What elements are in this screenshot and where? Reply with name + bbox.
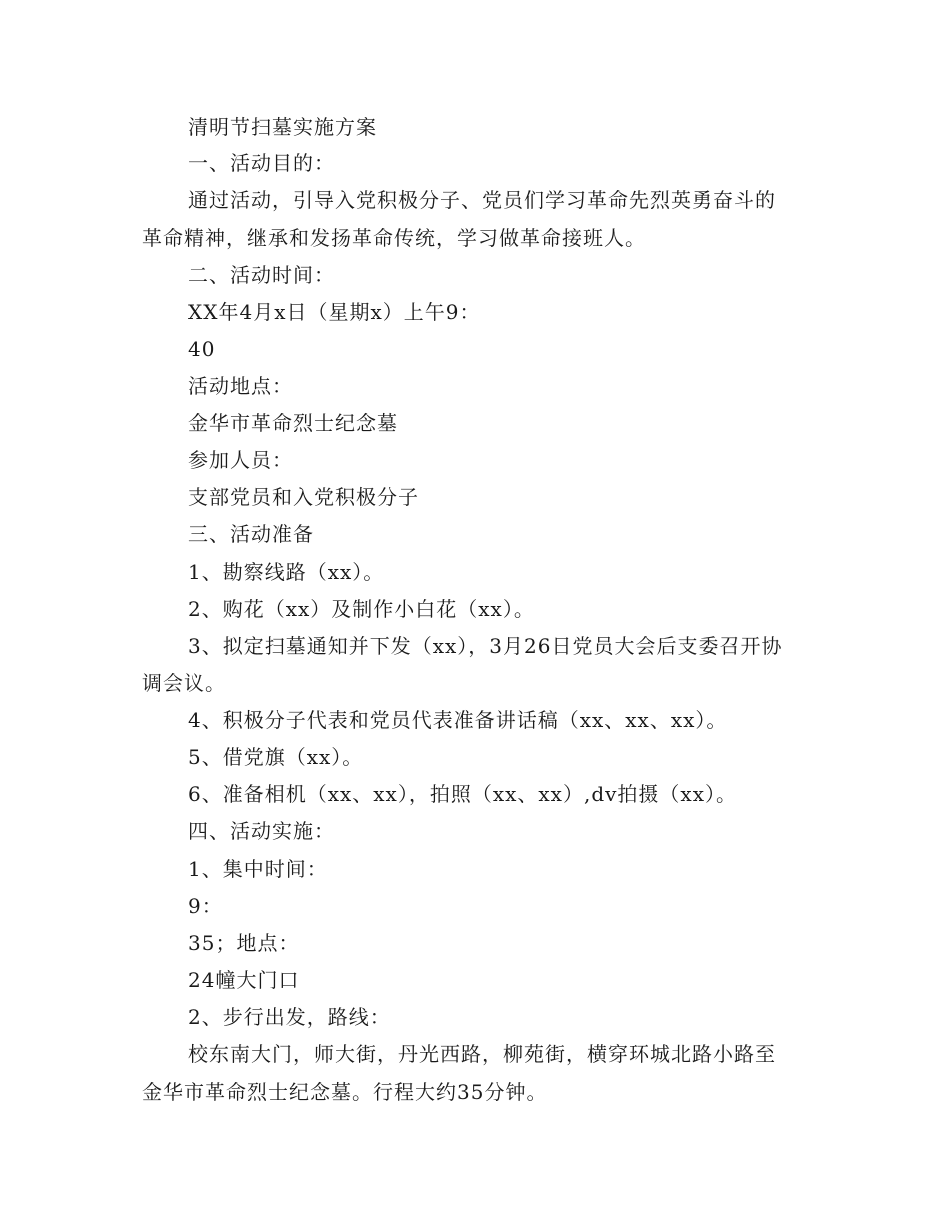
document-title: 清明节扫墓实施方案 (188, 115, 377, 139)
paragraph-line: 通过活动，引导入党积极分子、党员们学习革命先烈英勇奋斗的 (188, 188, 776, 212)
paragraph-line: XX年4月x日（星期x）上午9： (188, 300, 481, 324)
section-heading: 三、活动准备 (188, 522, 314, 546)
list-item: 5、借党旗（xx）。 (188, 745, 364, 769)
paragraph-line: 40 (188, 337, 216, 361)
section-heading: 一、活动目的： (188, 151, 335, 175)
paragraph-line: 活动地点： (188, 374, 293, 398)
list-item: 6、准备相机（xx、xx），拍照（xx、xx）,dv拍摄（xx）。 (188, 782, 737, 806)
paragraph-line: 革命精神，继承和发扬革命传统，学习做革命接班人。 (142, 226, 646, 250)
list-item: 2、步行出发，路线： (188, 1005, 391, 1029)
paragraph-line: 支部党员和入党积极分子 (188, 485, 419, 509)
paragraph-line: 金华市革命烈士纪念墓 (188, 411, 398, 435)
list-item: 2、购花（xx）及制作小白花（xx）。 (188, 597, 535, 621)
list-item: 3、拟定扫墓通知并下发（xx），3月26日党员大会后支委召开协 (188, 634, 783, 658)
list-item: 1、集中时间： (188, 857, 328, 881)
paragraph-line: 35；地点： (188, 931, 300, 955)
paragraph-line: 金华市革命烈士纪念墓。行程大约35分钟。 (142, 1080, 548, 1104)
paragraph-line: 校东南大门，师大街，丹光西路，柳苑街，横穿环城北路小路至 (188, 1042, 776, 1066)
list-item-continuation: 调会议。 (142, 671, 226, 695)
paragraph-line: 参加人员： (188, 448, 293, 472)
list-item: 1、勘察线路（xx）。 (188, 560, 385, 584)
section-heading: 二、活动时间： (188, 263, 335, 287)
paragraph-line: 24幢大门口 (188, 968, 300, 992)
list-item: 4、积极分子代表和党员代表准备讲话稿（xx、xx、xx）。 (188, 708, 728, 732)
paragraph-line: 9： (188, 894, 223, 918)
section-heading: 四、活动实施： (188, 819, 335, 843)
